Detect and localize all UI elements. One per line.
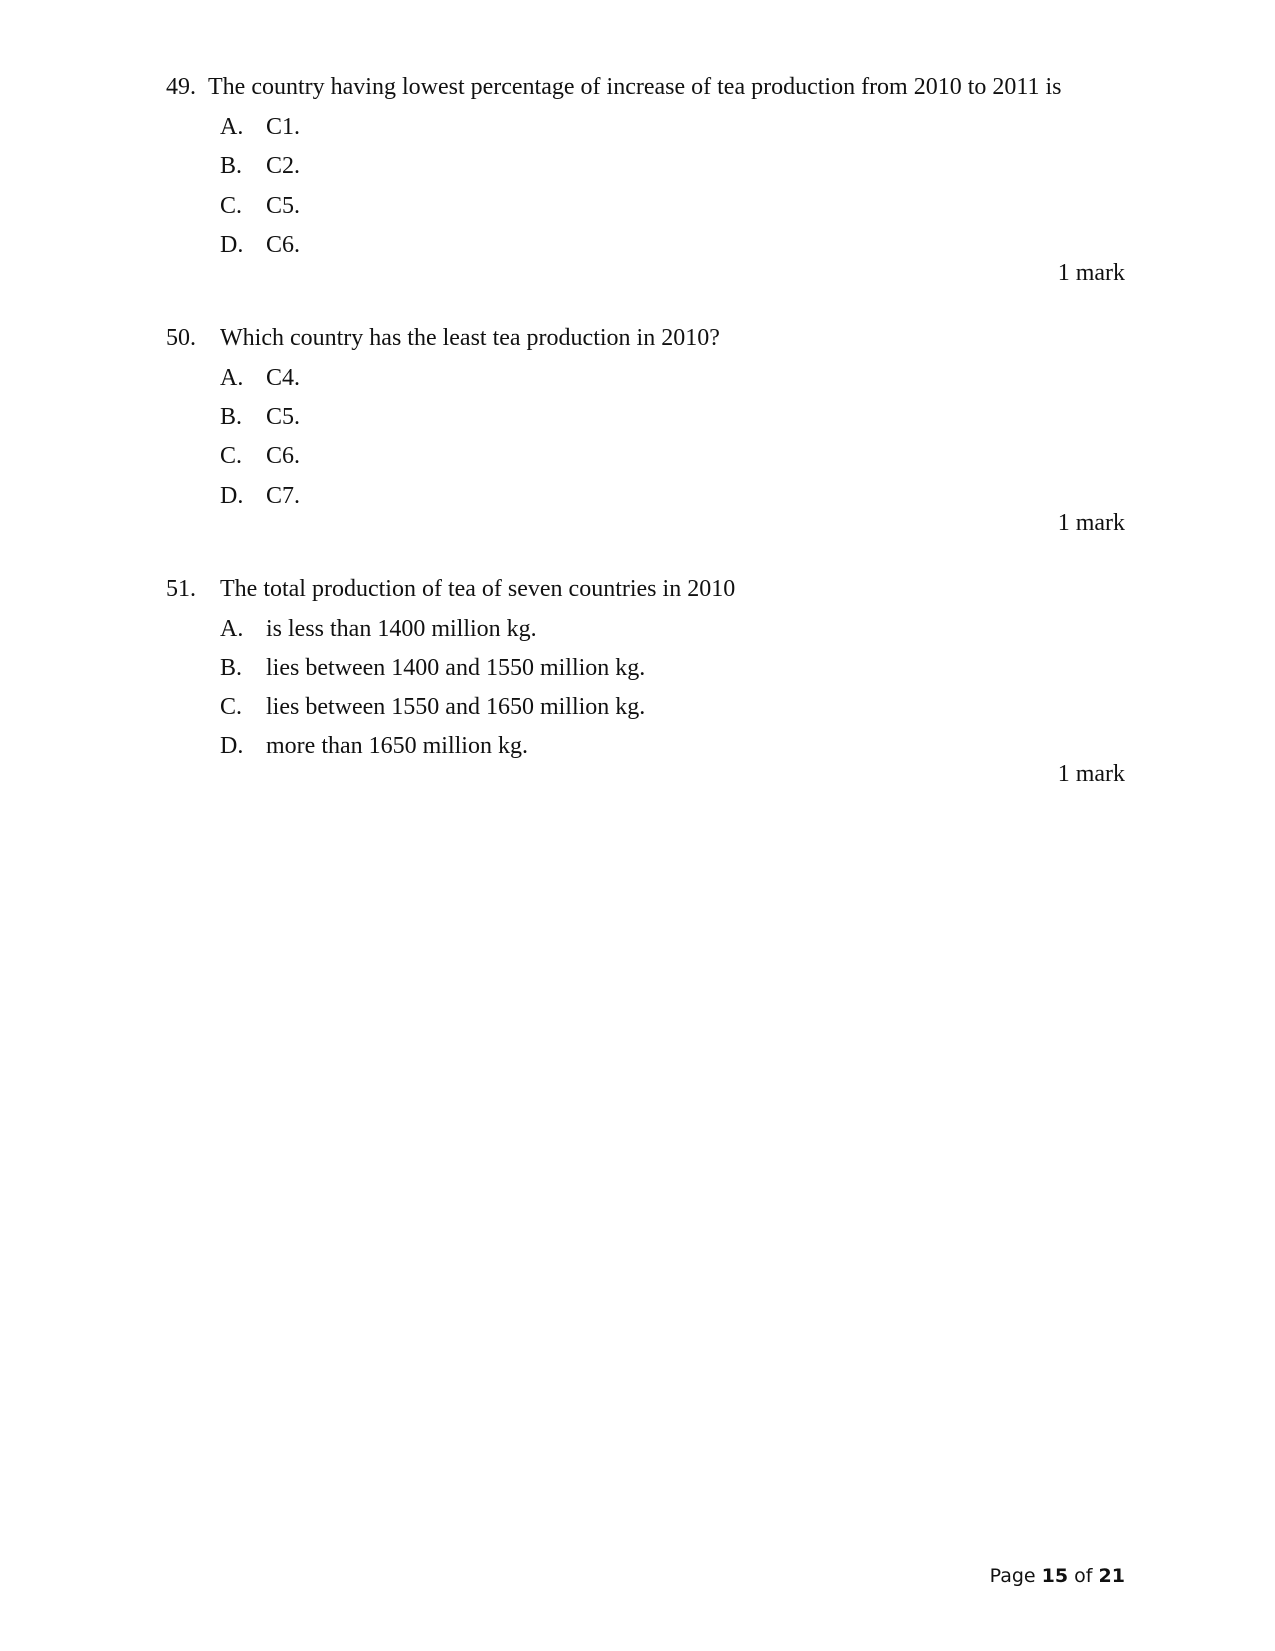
option-d — [0, 482, 1275, 510]
option-b — [0, 403, 1275, 431]
mark-label: 1 mark — [1057, 761, 1125, 787]
question-number: 51. — [166, 576, 196, 602]
option-letter: C. — [220, 694, 243, 720]
option-letter: B. — [220, 404, 243, 430]
option-c — [0, 442, 1275, 470]
option-a — [0, 364, 1275, 392]
page-footer — [990, 1564, 1125, 1588]
option-letter: A. — [220, 616, 244, 642]
option-a — [0, 113, 1275, 141]
option-letter: B. — [220, 655, 243, 681]
option-d — [0, 732, 1275, 760]
option-text: C6. — [266, 443, 301, 469]
total-pages-number: 21 — [1098, 1565, 1125, 1587]
option-text: C5. — [266, 193, 301, 219]
option-a — [0, 615, 1275, 643]
page-word: Page — [989, 1565, 1036, 1587]
mark-label: 1 mark — [1057, 260, 1125, 286]
option-d — [0, 231, 1275, 259]
option-b — [0, 152, 1275, 180]
mark-label: 1 mark — [1057, 510, 1125, 536]
question-text: Which country has the least tea production in 2010? — [220, 325, 720, 351]
option-letter: A. — [220, 114, 244, 140]
option-text: C2. — [266, 153, 301, 179]
option-letter: C. — [220, 443, 243, 469]
current-page-number: 15 — [1041, 1565, 1069, 1587]
option-text: C4. — [266, 365, 301, 391]
option-text: lies between 1400 and 1550 million kg. — [266, 655, 646, 681]
option-text: more than 1650 million kg. — [266, 733, 528, 759]
question-text: The country having lowest percentage of increase of tea production from 2010 to 2011 is — [208, 74, 1062, 100]
option-letter: B. — [220, 153, 243, 179]
question-number: 50. — [166, 325, 196, 351]
option-letter: D. — [220, 232, 244, 258]
of-word: of — [1074, 1565, 1093, 1587]
option-letter: D. — [220, 733, 244, 759]
option-text: lies between 1550 and 1650 million kg. — [266, 694, 646, 720]
option-text: C6. — [266, 232, 301, 258]
option-letter: D. — [220, 483, 244, 509]
option-c — [0, 693, 1275, 721]
option-c — [0, 192, 1275, 220]
option-letter: C. — [220, 193, 243, 219]
option-text: C5. — [266, 404, 301, 430]
question-number: 49. — [166, 74, 196, 100]
option-b — [0, 654, 1275, 682]
question-text: The total production of tea of seven countries in 2010 — [220, 576, 736, 602]
option-text: C7. — [266, 483, 301, 509]
option-text: C1. — [266, 114, 301, 140]
option-letter: A. — [220, 365, 244, 391]
option-text: is less than 1400 million kg. — [266, 616, 537, 642]
